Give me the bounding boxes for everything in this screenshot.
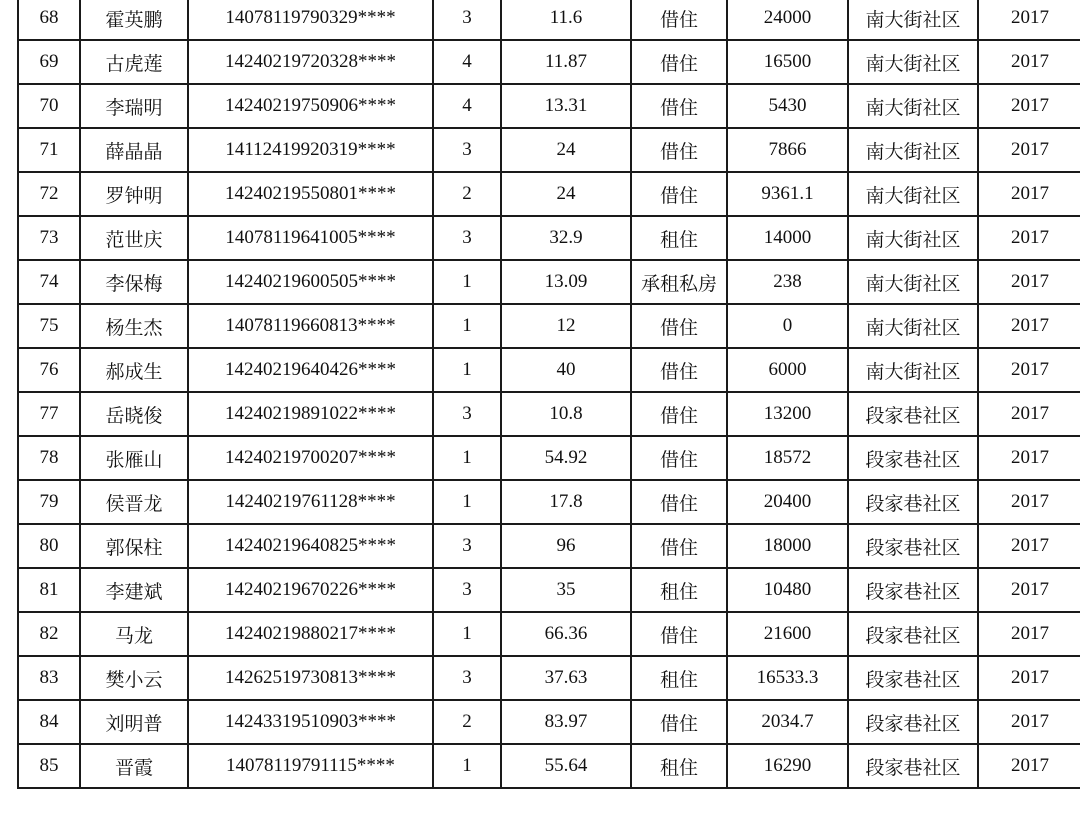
cell-area: 40 — [501, 348, 631, 392]
cell-id-number: 14262519730813**** — [188, 656, 433, 700]
cell-id-number: 14240219550801**** — [188, 172, 433, 216]
cell-amount: 6000 — [727, 348, 848, 392]
table-row — [18, 568, 1080, 612]
cell-household-members: 3 — [433, 524, 501, 568]
cell-id-number: 14240219880217**** — [188, 612, 433, 656]
cell-id-number: 14240219640426**** — [188, 348, 433, 392]
cell-household-members: 1 — [433, 348, 501, 392]
cell-area: 10.8 — [501, 392, 631, 436]
table-row — [18, 348, 1080, 392]
cell-community: 段家巷社区 — [848, 392, 978, 436]
cell-housing-status: 承租私房 — [631, 260, 727, 304]
cell-year: 2017 — [978, 568, 1080, 612]
table-row — [18, 480, 1080, 524]
cell-housing-status: 租住 — [631, 568, 727, 612]
cell-year: 2017 — [978, 0, 1080, 40]
cell-community: 段家巷社区 — [848, 436, 978, 480]
cell-area: 54.92 — [501, 436, 631, 480]
cell-housing-status: 借住 — [631, 612, 727, 656]
cell-community: 段家巷社区 — [848, 524, 978, 568]
cell-housing-status: 租住 — [631, 656, 727, 700]
cell-year: 2017 — [978, 128, 1080, 172]
cell-amount: 24000 — [727, 0, 848, 40]
cell-community: 南大街社区 — [848, 304, 978, 348]
cell-household-members: 3 — [433, 128, 501, 172]
cell-id-number: 14240219750906**** — [188, 84, 433, 128]
cell-amount: 16533.3 — [727, 656, 848, 700]
cell-area: 24 — [501, 128, 631, 172]
table-row — [18, 84, 1080, 128]
cell-id-number: 14112419920319**** — [188, 128, 433, 172]
cell-id-number: 14240219761128**** — [188, 480, 433, 524]
cell-community: 南大街社区 — [848, 216, 978, 260]
cell-housing-status: 租住 — [631, 744, 727, 788]
records-table-wrapper — [17, 0, 1080, 789]
cell-household-members: 1 — [433, 260, 501, 304]
cell-housing-status: 借住 — [631, 40, 727, 84]
cell-area: 32.9 — [501, 216, 631, 260]
cell-number: 73 — [18, 216, 80, 260]
cell-area: 96 — [501, 524, 631, 568]
cell-name: 李建斌 — [80, 568, 188, 612]
cell-id-number: 14078119790329**** — [188, 0, 433, 40]
cell-name: 杨生杰 — [80, 304, 188, 348]
cell-housing-status: 借住 — [631, 524, 727, 568]
cell-community: 南大街社区 — [848, 128, 978, 172]
cell-id-number: 14243319510903**** — [188, 700, 433, 744]
cell-area: 55.64 — [501, 744, 631, 788]
cell-name: 罗钟明 — [80, 172, 188, 216]
cell-household-members: 3 — [433, 568, 501, 612]
cell-amount: 2034.7 — [727, 700, 848, 744]
cell-id-number: 14078119791115**** — [188, 744, 433, 788]
cell-name: 古虎莲 — [80, 40, 188, 84]
cell-amount: 16290 — [727, 744, 848, 788]
cell-area: 11.6 — [501, 0, 631, 40]
cell-number: 76 — [18, 348, 80, 392]
cell-household-members: 1 — [433, 612, 501, 656]
cell-number: 82 — [18, 612, 80, 656]
cell-name: 范世庆 — [80, 216, 188, 260]
cell-year: 2017 — [978, 700, 1080, 744]
cell-number: 72 — [18, 172, 80, 216]
cell-housing-status: 借住 — [631, 700, 727, 744]
cell-area: 17.8 — [501, 480, 631, 524]
cell-number: 75 — [18, 304, 80, 348]
cell-year: 2017 — [978, 40, 1080, 84]
cell-community: 段家巷社区 — [848, 744, 978, 788]
cell-household-members: 1 — [433, 304, 501, 348]
cell-name: 薛晶晶 — [80, 128, 188, 172]
cell-name: 李保梅 — [80, 260, 188, 304]
table-row — [18, 216, 1080, 260]
cell-community: 段家巷社区 — [848, 480, 978, 524]
table-row — [18, 744, 1080, 788]
cell-year: 2017 — [978, 348, 1080, 392]
cell-household-members: 2 — [433, 700, 501, 744]
table-row — [18, 392, 1080, 436]
cell-community: 段家巷社区 — [848, 700, 978, 744]
cell-amount: 0 — [727, 304, 848, 348]
table-row — [18, 524, 1080, 568]
cell-household-members: 1 — [433, 744, 501, 788]
cell-household-members: 1 — [433, 436, 501, 480]
table-row — [18, 700, 1080, 744]
cell-area: 12 — [501, 304, 631, 348]
cell-housing-status: 借住 — [631, 128, 727, 172]
cell-id-number: 14240219700207**** — [188, 436, 433, 480]
cell-year: 2017 — [978, 524, 1080, 568]
table-row — [18, 260, 1080, 304]
cell-amount: 18572 — [727, 436, 848, 480]
cell-household-members: 3 — [433, 656, 501, 700]
cell-number: 71 — [18, 128, 80, 172]
cell-name: 侯晋龙 — [80, 480, 188, 524]
cell-community: 南大街社区 — [848, 348, 978, 392]
cell-housing-status: 借住 — [631, 436, 727, 480]
records-table — [17, 0, 1080, 789]
cell-id-number: 14240219720328**** — [188, 40, 433, 84]
cell-housing-status: 借住 — [631, 392, 727, 436]
cell-area: 24 — [501, 172, 631, 216]
cell-name: 霍英鹏 — [80, 0, 188, 40]
cell-number: 77 — [18, 392, 80, 436]
cell-community: 南大街社区 — [848, 172, 978, 216]
cell-year: 2017 — [978, 216, 1080, 260]
cell-amount: 13200 — [727, 392, 848, 436]
cell-housing-status: 借住 — [631, 304, 727, 348]
cell-year: 2017 — [978, 744, 1080, 788]
cell-number: 69 — [18, 40, 80, 84]
cell-name: 张雁山 — [80, 436, 188, 480]
cell-number: 78 — [18, 436, 80, 480]
table-row — [18, 436, 1080, 480]
table-row — [18, 128, 1080, 172]
cell-number: 83 — [18, 656, 80, 700]
cell-name: 马龙 — [80, 612, 188, 656]
cell-community: 段家巷社区 — [848, 656, 978, 700]
table-row — [18, 304, 1080, 348]
cell-id-number: 14240219600505**** — [188, 260, 433, 304]
cell-community: 段家巷社区 — [848, 612, 978, 656]
table-row — [18, 656, 1080, 700]
cell-name: 樊小云 — [80, 656, 188, 700]
cell-year: 2017 — [978, 480, 1080, 524]
cell-year: 2017 — [978, 436, 1080, 480]
cell-id-number: 14078119641005**** — [188, 216, 433, 260]
cell-area: 11.87 — [501, 40, 631, 84]
cell-year: 2017 — [978, 392, 1080, 436]
cell-id-number: 14240219670226**** — [188, 568, 433, 612]
cell-area: 35 — [501, 568, 631, 612]
cell-housing-status: 借住 — [631, 480, 727, 524]
cell-number: 81 — [18, 568, 80, 612]
cell-amount: 10480 — [727, 568, 848, 612]
cell-area: 66.36 — [501, 612, 631, 656]
cell-community: 南大街社区 — [848, 260, 978, 304]
cell-housing-status: 借住 — [631, 348, 727, 392]
cell-year: 2017 — [978, 612, 1080, 656]
cell-number: 74 — [18, 260, 80, 304]
table-row — [18, 172, 1080, 216]
cell-amount: 16500 — [727, 40, 848, 84]
cell-name: 晋霞 — [80, 744, 188, 788]
cell-name: 李瑞明 — [80, 84, 188, 128]
cell-name: 郭保柱 — [80, 524, 188, 568]
cell-amount: 14000 — [727, 216, 848, 260]
cell-number: 79 — [18, 480, 80, 524]
cell-number: 80 — [18, 524, 80, 568]
cell-amount: 7866 — [727, 128, 848, 172]
cell-household-members: 1 — [433, 480, 501, 524]
cell-number: 68 — [18, 0, 80, 40]
table-row — [18, 612, 1080, 656]
cell-area: 13.09 — [501, 260, 631, 304]
cell-housing-status: 借住 — [631, 84, 727, 128]
table-row — [18, 0, 1080, 40]
cell-housing-status: 租住 — [631, 216, 727, 260]
cell-year: 2017 — [978, 656, 1080, 700]
cell-number: 85 — [18, 744, 80, 788]
cell-community: 南大街社区 — [848, 84, 978, 128]
cell-year: 2017 — [978, 172, 1080, 216]
cell-year: 2017 — [978, 260, 1080, 304]
cell-id-number: 14078119660813**** — [188, 304, 433, 348]
cell-community: 南大街社区 — [848, 40, 978, 84]
cell-household-members: 3 — [433, 0, 501, 40]
cell-household-members: 4 — [433, 84, 501, 128]
cell-number: 84 — [18, 700, 80, 744]
cell-community: 南大街社区 — [848, 0, 978, 40]
cell-name: 岳晓俊 — [80, 392, 188, 436]
cell-amount: 21600 — [727, 612, 848, 656]
table-row — [18, 40, 1080, 84]
cell-household-members: 3 — [433, 216, 501, 260]
cell-household-members: 2 — [433, 172, 501, 216]
cell-household-members: 3 — [433, 392, 501, 436]
cell-area: 83.97 — [501, 700, 631, 744]
cell-community: 段家巷社区 — [848, 568, 978, 612]
cell-id-number: 14240219640825**** — [188, 524, 433, 568]
cell-year: 2017 — [978, 84, 1080, 128]
cell-housing-status: 借住 — [631, 172, 727, 216]
cell-year: 2017 — [978, 304, 1080, 348]
cell-household-members: 4 — [433, 40, 501, 84]
cell-id-number: 14240219891022**** — [188, 392, 433, 436]
cell-name: 郝成生 — [80, 348, 188, 392]
cell-area: 13.31 — [501, 84, 631, 128]
cell-housing-status: 借住 — [631, 0, 727, 40]
cell-amount: 238 — [727, 260, 848, 304]
cell-name: 刘明普 — [80, 700, 188, 744]
records-table-body — [18, 0, 1080, 788]
cell-amount: 20400 — [727, 480, 848, 524]
cell-number: 70 — [18, 84, 80, 128]
cell-amount: 5430 — [727, 84, 848, 128]
cell-area: 37.63 — [501, 656, 631, 700]
cell-amount: 18000 — [727, 524, 848, 568]
cell-amount: 9361.1 — [727, 172, 848, 216]
